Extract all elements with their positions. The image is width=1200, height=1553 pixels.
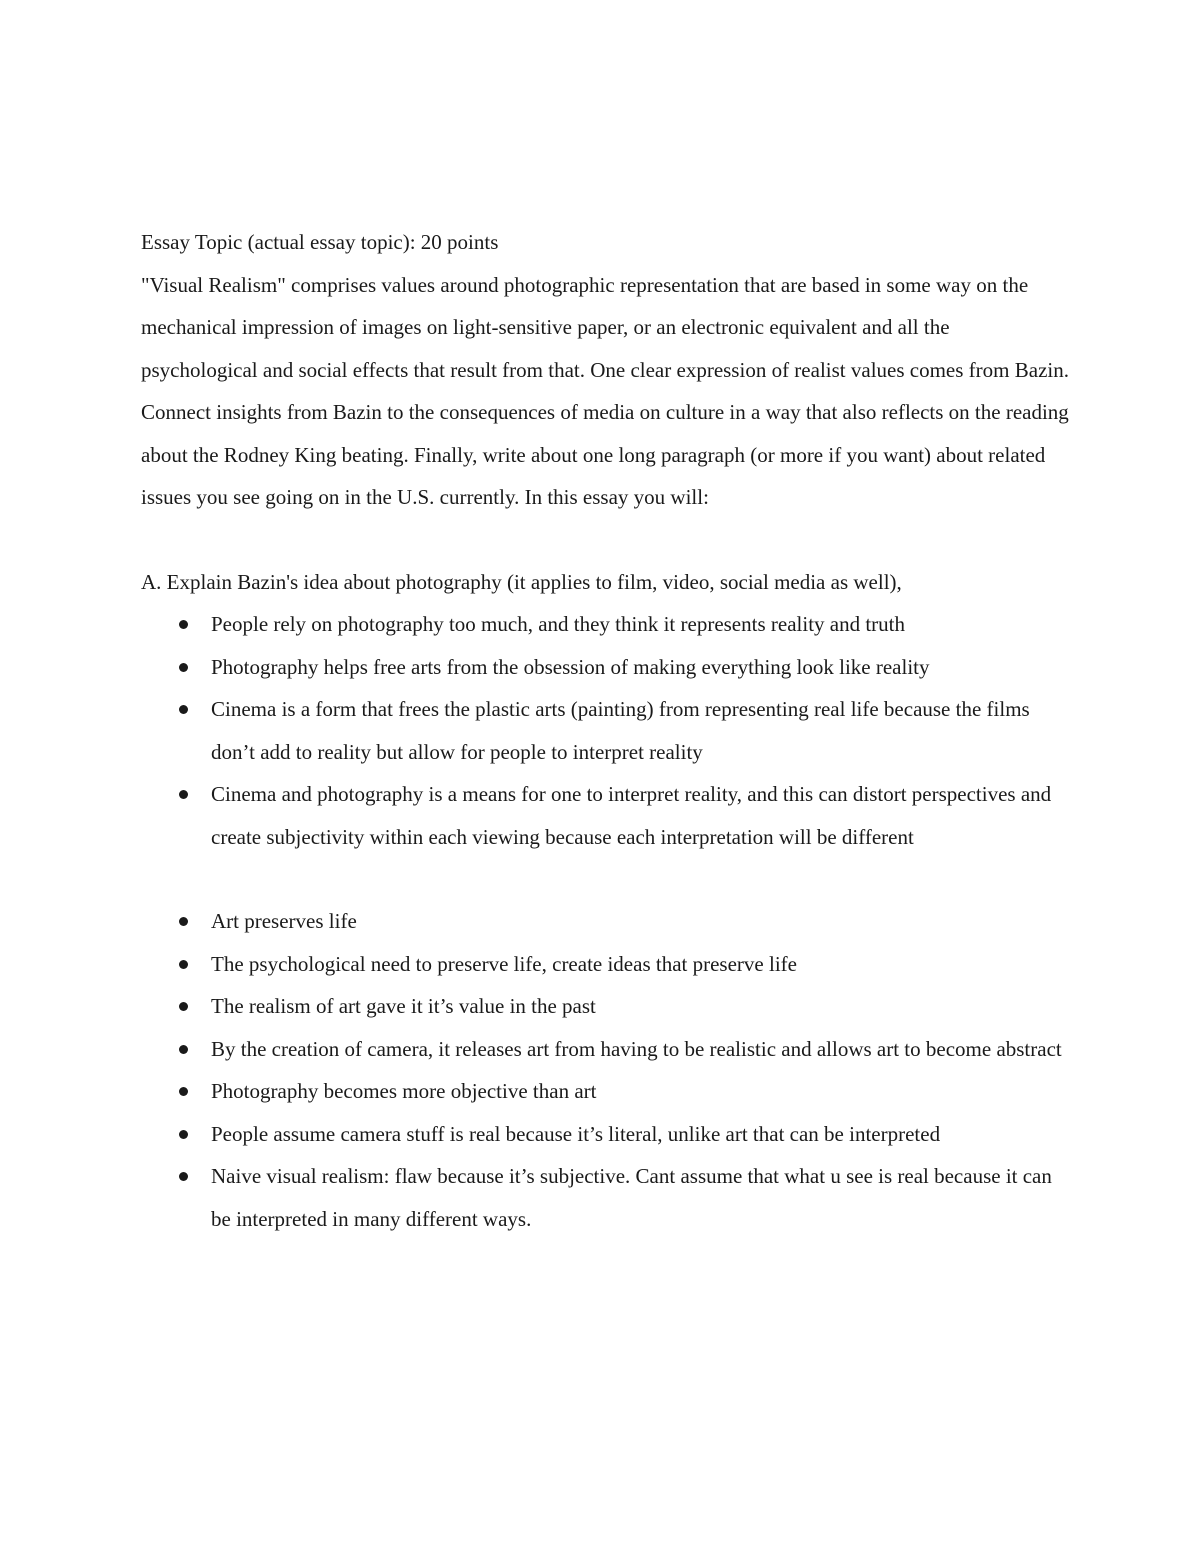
bullet-icon [179, 1130, 188, 1139]
spacer [141, 858, 1071, 900]
list-item-text: Cinema is a form that frees the plastic arts (painting) from representing real life because the films don’t add to reality but allow for people to interpret reality [211, 697, 1030, 764]
bullet-list-2 [141, 900, 1071, 1240]
section-a-heading: A. Explain Bazin's idea about photography (it applies to film, video, social media as well), [141, 569, 902, 594]
list-item-text: People rely on photography too much, and they think it represents reality and truth [211, 612, 906, 636]
bullet-icon [179, 917, 188, 926]
bullet-icon [179, 960, 188, 969]
list-item [211, 773, 1071, 858]
list-item [211, 1155, 1071, 1240]
list-item-text: Naive visual realism: flaw because it’s subjective. Cant assume that what u see is real because it can be interpreted in many different ways. [211, 1164, 1052, 1231]
list-item [211, 688, 1071, 773]
spacer [141, 519, 1071, 561]
bullet-icon [179, 1087, 188, 1096]
list-item [211, 900, 1071, 943]
list-item [211, 1113, 1071, 1156]
list-item [211, 1070, 1071, 1113]
bullet-icon [179, 705, 188, 714]
bullet-icon [179, 663, 188, 672]
list-item [211, 646, 1071, 689]
list-item-text: Art preserves life [211, 909, 357, 933]
list-item [211, 603, 1071, 646]
list-item-text: Photography becomes more objective than art [211, 1079, 597, 1103]
list-item-text: By the creation of camera, it releases art from having to be realistic and allows art to become abstract [211, 1036, 1062, 1061]
list-item-text: The psychological need to preserve life, create ideas that preserve life [211, 951, 797, 976]
list-item-text: The realism of art gave it it’s value in the past [211, 994, 596, 1018]
document-body [141, 221, 1071, 1240]
list-item-text: Photography helps free arts from the obsession of making everything look like reality [211, 654, 930, 679]
list-item-text: People assume camera stuff is real because it’s literal, unlike art that can be interpreted [211, 1121, 941, 1146]
bullet-icon [179, 1045, 188, 1054]
essay-prompt: "Visual Realism" comprises values around photographic representation that are based in some way on the mechanical impression of images on light-sensitive paper, or an electronic equivalent and all the psychological and social effects that result from that. One clear expression of realist values comes from Bazin. Connect insights from Bazin to the consequences of media on culture in a way that also reflects on the reading about the Rodney King beating. Finally, write about one long paragraph (or more if you want) about related issues you see going on in the U.S. currently. In this essay you will: [141, 272, 1069, 509]
list-item [211, 985, 1071, 1028]
essay-heading: Essay Topic (actual essay topic): 20 points [141, 230, 499, 254]
list-item [211, 1028, 1071, 1071]
list-item [211, 943, 1071, 986]
bullet-icon [179, 1172, 188, 1181]
bullet-icon [179, 790, 188, 799]
bullet-icon [179, 1002, 188, 1011]
bullet-icon [179, 620, 188, 629]
list-item-text: Cinema and photography is a means for one to interpret reality, and this can distort perspectives and create subjectivity within each viewing because each interpretation will be different [211, 782, 1052, 849]
bullet-list-1 [141, 603, 1071, 858]
